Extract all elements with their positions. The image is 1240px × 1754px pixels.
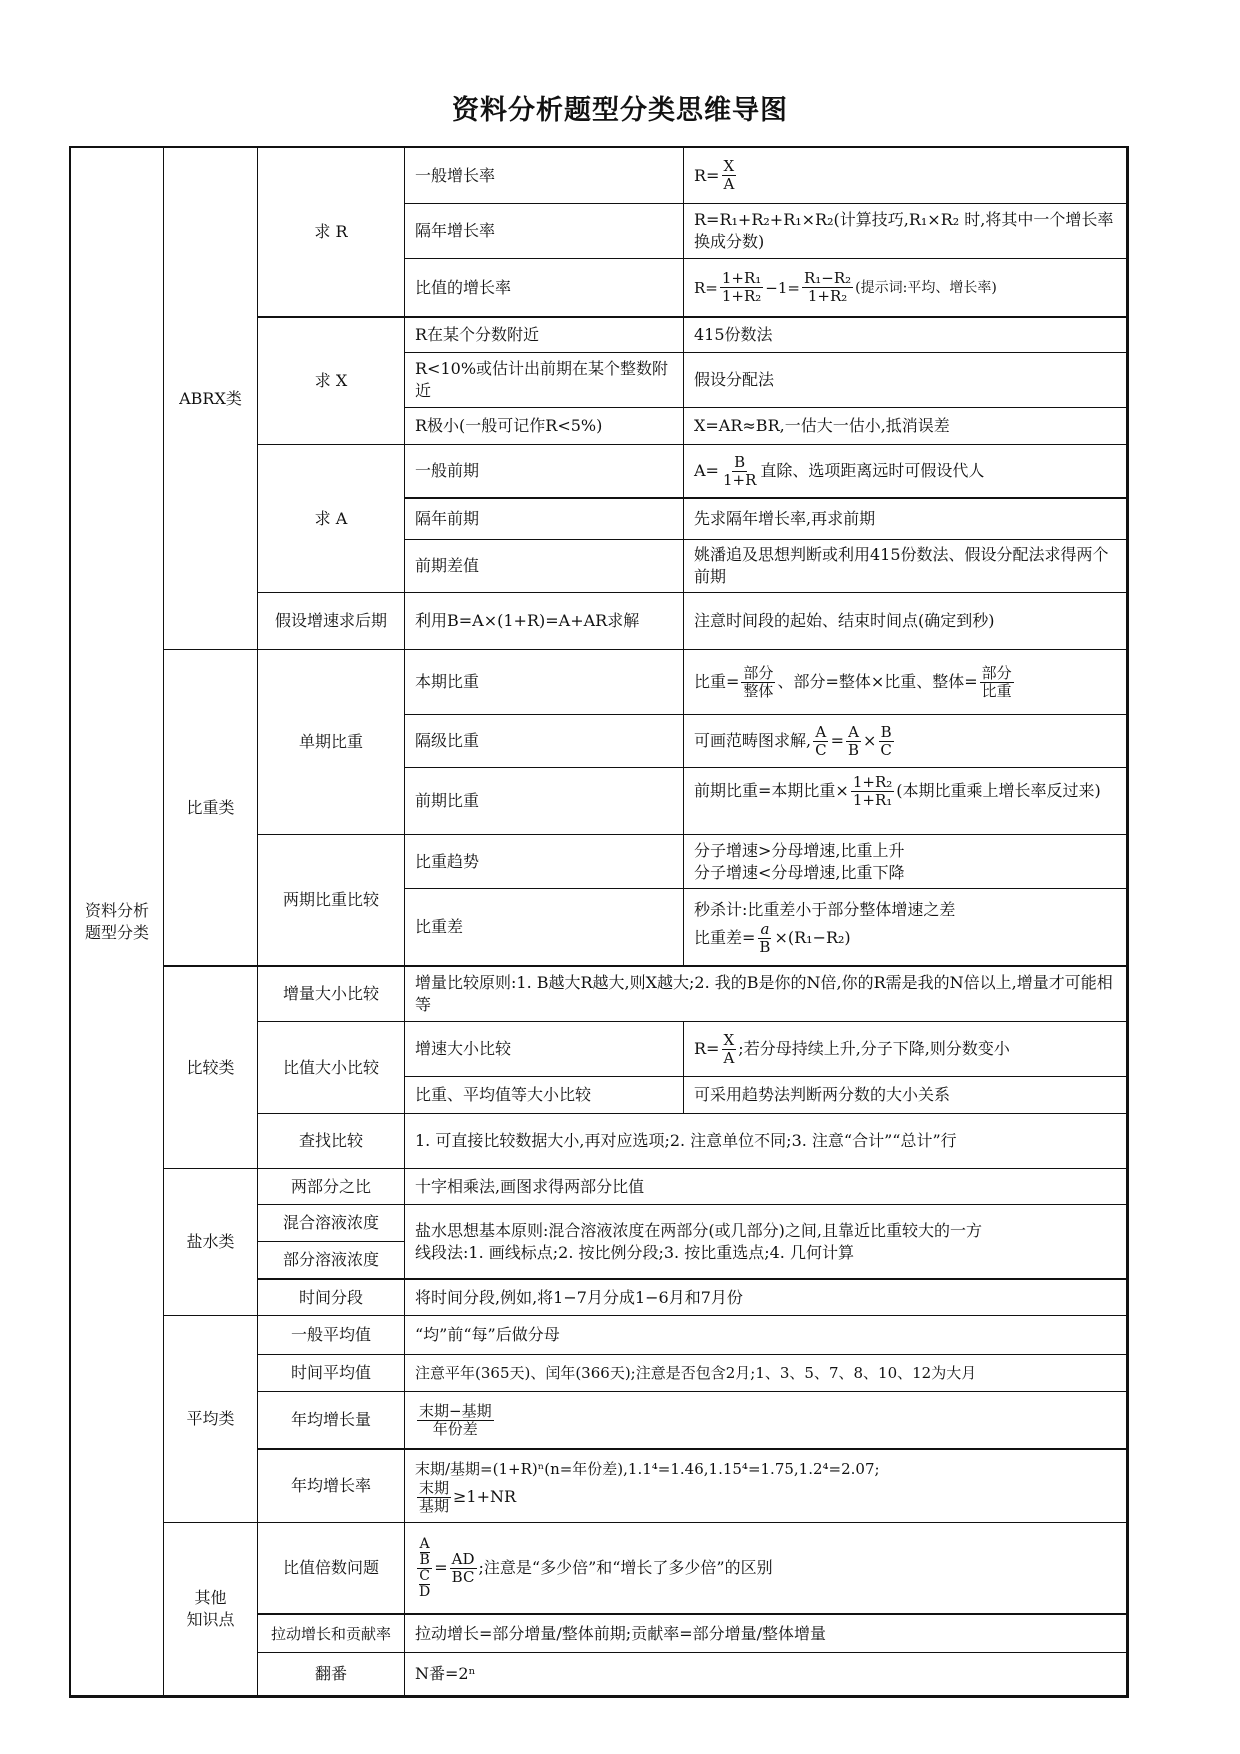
row-desc-text: N番=2ⁿ	[415, 1664, 476, 1683]
row-name-text: 比重、平均值等大小比较	[415, 1085, 592, 1104]
frac-num	[417, 1537, 431, 1569]
row-desc	[683, 497, 1127, 540]
group-bizhong	[163, 649, 258, 966]
sub-qiu-x-label: 求 X	[314, 371, 348, 390]
row-name-text: 比重趋势	[415, 851, 480, 871]
row-desc	[683, 714, 1127, 768]
row-desc	[683, 316, 1127, 353]
fraction	[720, 270, 763, 305]
frac-den: 基期	[419, 1496, 450, 1515]
row-desc	[404, 1204, 1127, 1279]
sub-item	[257, 1315, 405, 1355]
row-desc	[683, 203, 1127, 259]
row-desc	[683, 1076, 1127, 1114]
sub-item-label: 部分溶液浓度	[282, 1250, 379, 1269]
frac-den: B	[759, 937, 771, 956]
sub-item-label: 翻番	[314, 1664, 347, 1683]
sub-item	[257, 1204, 405, 1242]
frac-num: X	[723, 157, 735, 175]
sub-item-label: 年均增长量	[290, 1410, 371, 1429]
row-desc	[683, 258, 1127, 317]
sub-item-label: 时间平均值	[290, 1363, 371, 1382]
row-name-text: 前期比重	[415, 791, 480, 810]
row-desc-text: 拉动增长=部分增量/整体前期;贡献率=部分增量/整体增量	[415, 1623, 826, 1643]
frac-num: A	[848, 722, 859, 741]
row-desc-line: 线段法:1. 画线标点;2. 按比例分段;3. 按比重选点;4. 几何计算	[415, 1242, 854, 1262]
frac-num: 部分	[743, 663, 774, 682]
formula-text: 比重=	[694, 672, 740, 691]
row-desc-line: 秒杀计:比重差小于部分整体增速之差	[694, 899, 956, 919]
row-desc	[683, 1021, 1127, 1077]
row-desc	[404, 1354, 1127, 1392]
row-desc-text: 1. 可直接比较数据大小,再对应选项;2. 注意单位不同;3. 注意“合计”“总计”行	[415, 1131, 957, 1150]
group-pingjun-label: 平均类	[186, 1409, 235, 1428]
formula-text: R=	[694, 1039, 720, 1058]
formula-text: 比重差=	[694, 927, 756, 947]
sub-item	[257, 1354, 405, 1392]
root-label: 资料分析题型分类	[84, 900, 149, 942]
frac-num: AD	[451, 1549, 475, 1568]
row-desc	[683, 592, 1127, 650]
group-qita-label-line: 其他	[194, 1588, 227, 1607]
fraction	[980, 665, 1014, 700]
row-name-text: 一般增长率	[415, 165, 496, 185]
row-desc-text: R=R₁+R₂+R₁×R₂(计算技巧,R₁×R₂ 时,将其中一个增长率换成分数)	[694, 210, 1114, 251]
row-name	[404, 1076, 684, 1114]
row-name-text: R极小(一般可记作R<5%)	[415, 416, 603, 435]
row-name	[404, 407, 684, 445]
sub-bizhi	[257, 1021, 405, 1114]
row-desc-text: 将时间分段,例如,将1−7月分成1−6月和7月份	[415, 1287, 743, 1307]
formula-text: ×(R₁−R₂)	[774, 927, 851, 947]
compound-fraction	[417, 1537, 432, 1600]
formula-text: =	[830, 731, 844, 750]
row-desc-formula	[415, 1480, 516, 1515]
row-desc-line: 分子增速<分母增速,比重下降	[694, 862, 905, 882]
root-category	[70, 147, 164, 1696]
row-name	[404, 444, 684, 498]
fraction	[851, 774, 894, 809]
row-desc	[404, 1315, 1127, 1355]
sub-liangqi	[257, 834, 405, 966]
sub-qiu-r	[257, 147, 405, 317]
row-desc-line: 末期/基期=(1+R)ⁿ(n=年份差),1.1⁴=1.46,1.15⁴=1.75,1.2⁴=2.07;	[415, 1459, 880, 1478]
sub-item	[257, 1613, 405, 1653]
sub-qiu-x	[257, 316, 405, 445]
sub-qiu-a-label: 求 A	[314, 508, 348, 528]
fraction	[802, 270, 853, 305]
sub-item-label: 比值倍数问题	[282, 1558, 379, 1577]
row-name	[404, 258, 684, 317]
row-name-text: 比重差	[415, 917, 464, 936]
formula-text: R=	[694, 165, 720, 185]
formula-text: 前期比重=本期比重×	[694, 781, 849, 800]
row-desc	[404, 1278, 1127, 1316]
row-name-text: 一般前期	[415, 461, 480, 480]
row-desc	[404, 1652, 1127, 1696]
row-name-text: 隔年增长率	[415, 221, 496, 240]
group-abrx	[163, 147, 258, 650]
row-desc	[404, 1391, 1127, 1449]
row-desc	[683, 444, 1127, 498]
row-desc	[404, 1168, 1127, 1205]
sub-danqi-label: 单期比重	[298, 732, 363, 751]
frac-b: B	[419, 1551, 430, 1568]
frac-num: 1+R₁	[721, 269, 762, 287]
sub-zengliang	[257, 965, 405, 1022]
sub-item	[257, 1391, 405, 1449]
row-desc-text: 增量比较原则:1. B越大R越大,则X越大;2. 我的B是你的N倍,你的R需是我的N倍以上,增量才可能相等	[415, 973, 1113, 1014]
row-name	[404, 592, 684, 650]
sub-qiu-a	[257, 444, 405, 593]
group-abrx-label: ABRX类	[179, 388, 242, 408]
sub-item	[257, 1168, 405, 1205]
row-desc-text: ;注意是“多少倍”和“增长了多少倍”的区别	[478, 1558, 773, 1577]
frac-den: C	[815, 740, 827, 759]
sub-houqi-label: 假设增速求后期	[274, 611, 387, 630]
page-title: 资料分析题型分类思维导图	[452, 95, 788, 126]
frac-num: 1+R₂	[852, 773, 893, 791]
row-desc-text: 先求隔年增长率,再求前期	[694, 509, 876, 528]
frac-num: 部分	[981, 663, 1012, 682]
sub-chazhao-label: 查找比较	[298, 1131, 363, 1150]
row-name-text: 本期比重	[415, 672, 480, 691]
frac-c: C	[419, 1567, 430, 1584]
row-name	[404, 352, 684, 408]
sub-item-label: 时间分段	[298, 1287, 363, 1307]
frac-num: A	[815, 722, 827, 741]
group-qita	[163, 1522, 258, 1696]
fraction	[757, 921, 772, 956]
frac-a: A	[419, 1535, 430, 1552]
formula-text: A=	[694, 461, 719, 480]
row-desc	[683, 147, 1127, 204]
frac-den: A	[723, 175, 735, 193]
row-desc-text: X=AR≈BR,一估大一估小,抵消误差	[694, 416, 950, 435]
row-name	[404, 316, 684, 353]
frac-num: B	[880, 722, 892, 741]
formula-hint: (提示词:平均、增长率)	[855, 279, 997, 296]
row-desc-line: 分子增速>分母增速,比重上升	[694, 840, 905, 860]
sub-danqi	[257, 649, 405, 835]
sub-liangqi-label: 两期比重比较	[282, 890, 379, 909]
row-desc	[404, 1448, 1127, 1523]
row-desc	[404, 1113, 1127, 1169]
row-name	[404, 203, 684, 259]
fraction	[813, 724, 828, 759]
row-desc-text: (本期比重乘上增长率反过来)	[896, 781, 1101, 800]
formula-text: ≥1+NR	[453, 1486, 517, 1506]
frac-den	[417, 1569, 432, 1600]
fraction	[417, 1403, 494, 1438]
formula-text: ×	[863, 731, 877, 750]
group-bijiao-label: 比较类	[186, 1057, 235, 1077]
row-desc	[404, 1522, 1127, 1614]
row-desc-text: 直除、选项距离远时可假设代人	[760, 461, 985, 480]
row-desc-text: 十字相乘法,画图求得两部分比值	[415, 1176, 645, 1196]
group-bizhong-label: 比重类	[186, 797, 235, 817]
group-yanshui	[163, 1168, 258, 1316]
formula-text: 、部分=整体×比重、整体=	[777, 672, 978, 691]
sub-item-label: 年均增长率	[290, 1476, 371, 1495]
row-name	[404, 767, 684, 835]
frac-den: 比重	[981, 681, 1012, 700]
fraction	[846, 724, 861, 759]
row-desc-text: 姚潘追及思想判断或利用415份数法、假设分配法求得两个前期	[694, 545, 1109, 586]
sub-bizhi-label: 比值大小比较	[282, 1057, 379, 1077]
row-desc	[683, 539, 1127, 593]
row-desc	[683, 407, 1127, 445]
sub-item	[257, 1241, 405, 1279]
row-desc-text: 注意平年(365天)、闰年(366天);注意是否包含2月;1、3、5、7、8、10、12为大月	[415, 1364, 977, 1382]
row-desc	[683, 352, 1127, 408]
group-pingjun	[163, 1315, 258, 1523]
frac-den: BC	[451, 1567, 475, 1586]
row-desc	[404, 1613, 1127, 1653]
formula-text: =	[434, 1558, 448, 1577]
row-name	[404, 1021, 684, 1077]
frac-d: D	[419, 1583, 431, 1600]
formula-text: R=	[694, 278, 718, 297]
fraction	[878, 724, 893, 759]
frac-num: R₁−R₂	[803, 269, 852, 287]
sub-item-label: 两部分之比	[290, 1176, 371, 1196]
fraction	[721, 1032, 736, 1067]
sub-qiu-r-label: 求 R	[314, 222, 348, 241]
sub-chazhao	[257, 1113, 405, 1169]
row-desc-formula	[694, 921, 851, 956]
row-desc-line: 盐水思想基本原则:混合溶液浓度在两部分(或几部分)之间,且靠近比重较大的一方	[415, 1220, 982, 1240]
row-desc-text: 415份数法	[694, 325, 773, 344]
sub-item-label: 一般平均值	[290, 1325, 371, 1344]
frac-num: X	[723, 1030, 735, 1049]
row-name	[404, 497, 684, 540]
frac-num: 末期	[419, 1478, 450, 1497]
row-name	[404, 834, 684, 889]
fraction	[417, 1480, 451, 1515]
row-name-text: R在某个分数附近	[415, 325, 540, 344]
row-name-text: R<10%或估计出前期在某个整数附近	[415, 359, 669, 400]
frac-den: C	[880, 740, 892, 759]
group-qita-label-line: 知识点	[186, 1610, 235, 1629]
sub-item-label: 混合溶液浓度	[282, 1213, 379, 1232]
row-name	[404, 147, 684, 204]
sub-item	[257, 1278, 405, 1316]
sub-zengliang-label: 增量大小比较	[282, 984, 379, 1003]
row-name-text: 前期差值	[415, 556, 480, 575]
sub-houqi	[257, 592, 405, 650]
formula-text: −1=	[765, 278, 800, 297]
sub-item	[257, 1522, 405, 1614]
row-name-text: 利用B=A×(1+R)=A+AR求解	[415, 611, 640, 630]
sub-item	[257, 1448, 405, 1523]
fraction	[450, 1551, 477, 1586]
group-yanshui-label: 盐水类	[186, 1232, 235, 1251]
row-name-text: 比值的增长率	[415, 277, 512, 297]
frac-den: A	[723, 1048, 735, 1067]
sub-item	[257, 1652, 405, 1696]
row-desc-text: 假设分配法	[694, 370, 775, 389]
frac-den: 1+R₂	[807, 287, 848, 305]
formula-text: 可画范畴图求解,	[694, 731, 812, 750]
row-desc	[683, 767, 1127, 835]
row-desc-text: ;若分母持续上升,分子下降,则分数变小	[738, 1039, 1010, 1058]
row-desc	[683, 888, 1127, 966]
frac-den: 1+R₂	[721, 287, 762, 305]
fraction	[741, 665, 775, 700]
frac-den: 1+R₁	[852, 791, 893, 809]
group-bijiao	[163, 965, 258, 1169]
row-desc	[683, 649, 1127, 715]
row-name-text: 增速大小比较	[415, 1039, 512, 1058]
frac-den: 1+R	[722, 470, 757, 489]
row-desc	[404, 965, 1127, 1022]
frac-den: 整体	[743, 681, 774, 700]
row-desc-text: 可采用趋势法判断两分数的大小关系	[694, 1085, 951, 1104]
frac-den: 年份差	[432, 1419, 478, 1438]
row-name-text: 隔级比重	[415, 731, 480, 750]
frac-num: 末期−基期	[419, 1401, 492, 1420]
row-desc-text: “均”前“每”后做分母	[415, 1325, 560, 1344]
fraction	[721, 454, 758, 489]
row-name	[404, 649, 684, 715]
sub-item-label: 拉动增长和贡献率	[270, 1624, 391, 1643]
row-name-text: 隔年前期	[415, 509, 480, 528]
fraction	[721, 158, 736, 193]
frac-num: B	[734, 452, 746, 471]
frac-num: a	[760, 919, 770, 938]
frac-den: B	[847, 740, 860, 759]
row-name	[404, 888, 684, 966]
row-desc-text: 注意时间段的起始、结束时间点(确定到秒)	[694, 611, 995, 630]
row-name	[404, 714, 684, 768]
row-name	[404, 539, 684, 593]
row-desc	[683, 834, 1127, 889]
